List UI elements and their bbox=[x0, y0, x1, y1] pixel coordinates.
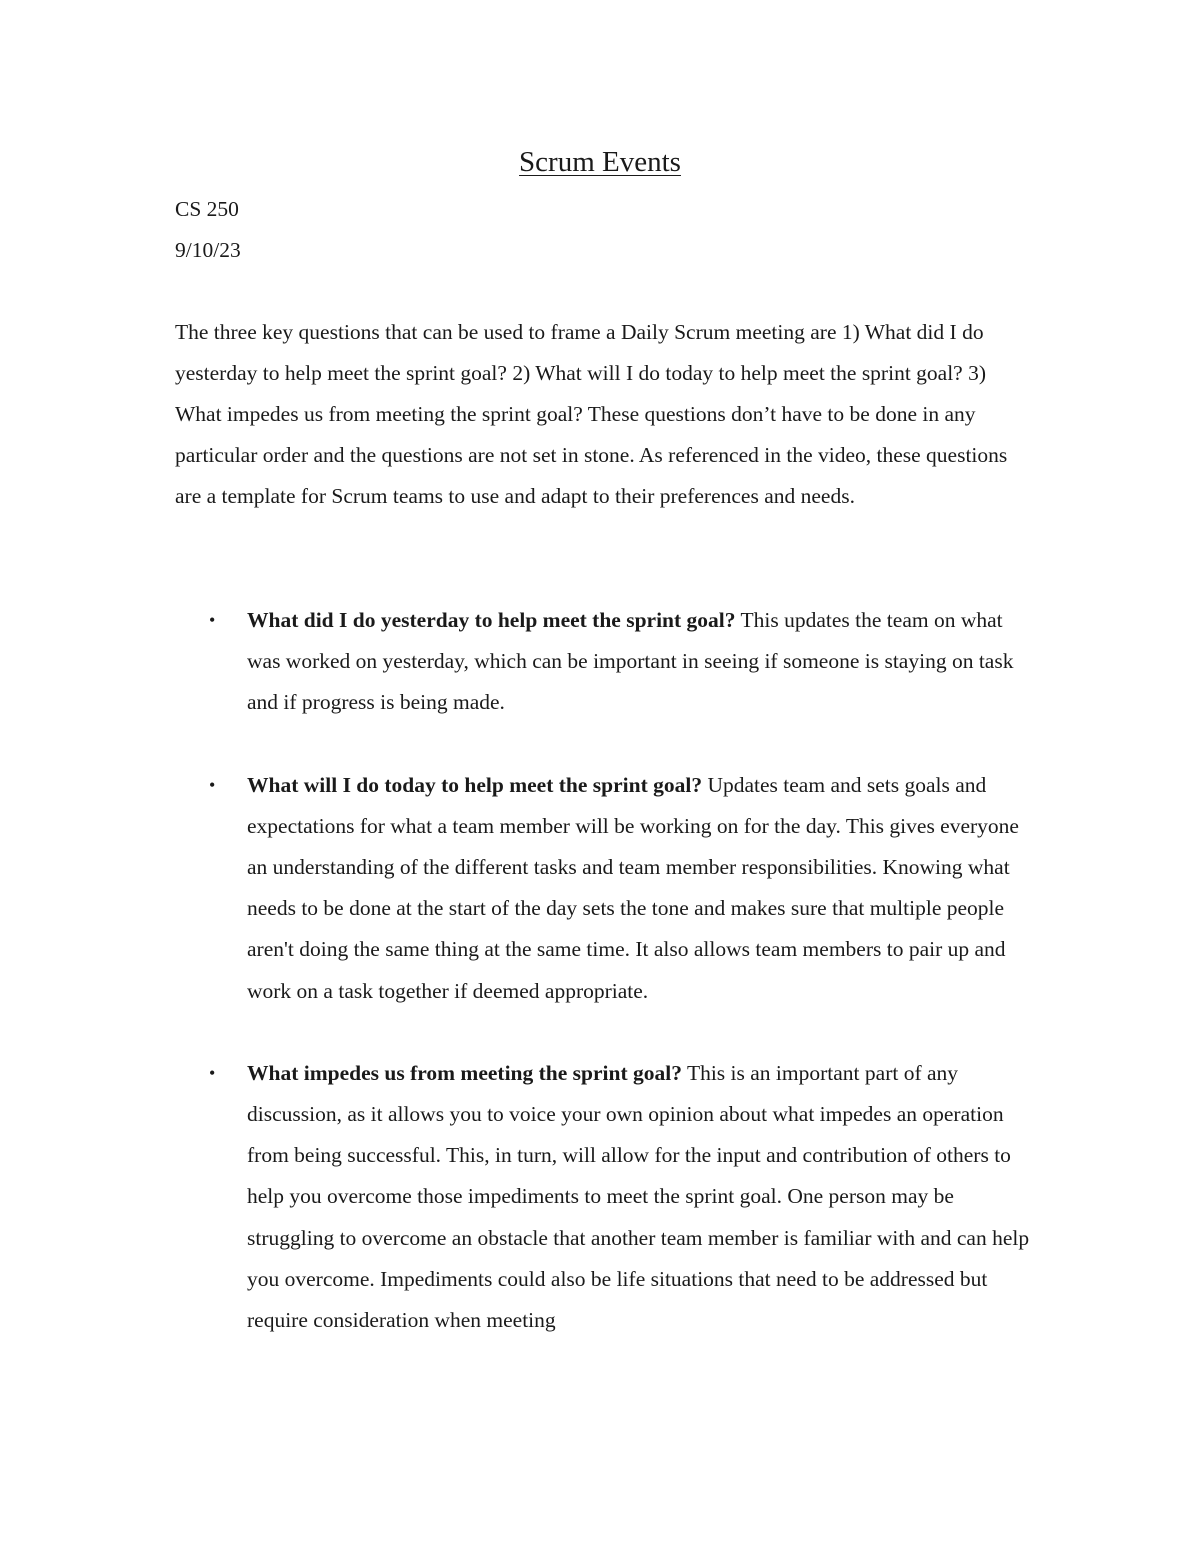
list-item-today bbox=[0, 765, 1032, 1012]
question-heading: What will I do today to help meet the sprint goal? bbox=[247, 772, 703, 797]
question-heading: What did I do yesterday to help meet the sprint goal? bbox=[247, 608, 736, 632]
course-label: CS 250 bbox=[175, 197, 239, 221]
question-explanation: Updates team and sets goals and expectations for what a team member will be working on for the day. This gives everyone an understanding of the different tasks and team member responsibilities. Knowing what needs to be done at the start of the day sets the tone and makes sure that multiple people aren't doing the same thing at the same time. It also allows team members to pair up and work on a task together if deemed appropriate. bbox=[247, 772, 1019, 1003]
question-explanation: This is an important part of any discussion, as it allows you to voice your own opinion about what impedes an operation from being successful. This, in turn, will allow for the input and contribution of others to help you overcome those impediments to meet the sprint goal. One person may be struggling to overcome an obstacle that another team member is familiar with and can help you overcome. Impediments could also be life situations that need to be addressed but require consideration when meeting bbox=[247, 1060, 1030, 1333]
question-list bbox=[0, 600, 1200, 1341]
bullet-icon: • bbox=[209, 1062, 216, 1083]
list-item-impediments bbox=[0, 1053, 1032, 1341]
bullet-icon: • bbox=[209, 774, 216, 795]
document-title: Scrum Events bbox=[519, 146, 681, 178]
question-explanation: This updates the team on what was worked on yesterday, which can be important in seeing if someone is staying on task and if progress is being made. bbox=[247, 608, 1014, 715]
list-item-yesterday bbox=[0, 600, 1032, 724]
intro-paragraph: The three key questions that can be used to frame a Daily Scrum meeting are 1) What did I do yesterday to help meet the sprint goal? 2) What will I do today to help meet the sprint goal? 3) What impedes us from meeting the sprint goal? These questions don’t have to be done in any particular order and the questions are not set in stone. As referenced in the video, these questions are a template for Scrum teams to use and adapt to their preferences and needs. bbox=[175, 320, 1008, 508]
document-date: 9/10/23 bbox=[175, 238, 241, 262]
question-heading: What impedes us from meeting the sprint goal? bbox=[247, 1060, 682, 1085]
bullet-icon: • bbox=[209, 610, 216, 630]
